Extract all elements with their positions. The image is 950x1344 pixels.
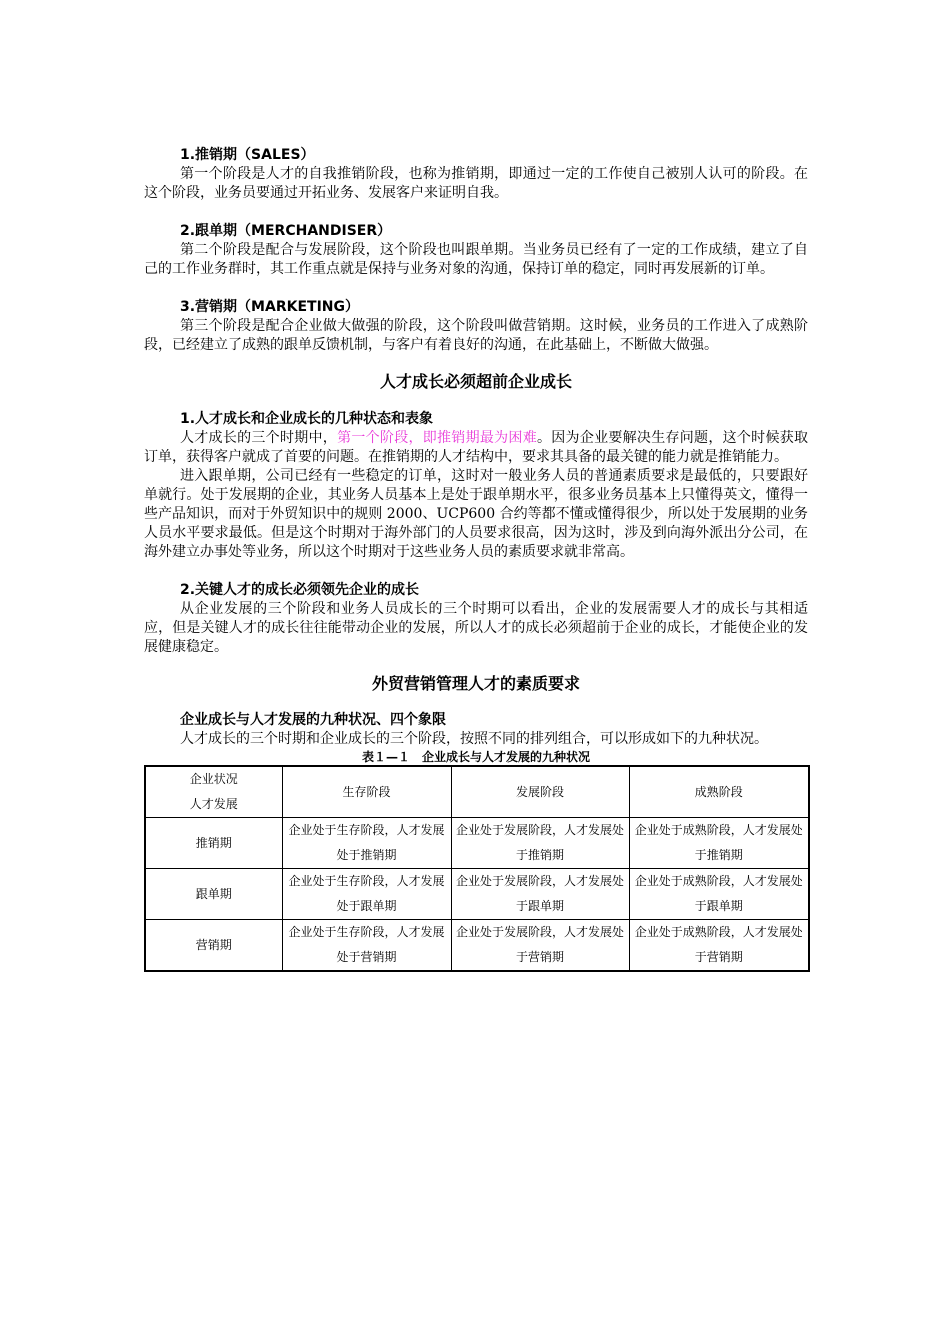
table-cell: 企业处于生存阶段，人才发展处于跟单期 bbox=[282, 869, 451, 920]
row-header: 营销期 bbox=[145, 920, 282, 972]
paragraph-three-periods bbox=[144, 429, 808, 467]
paragraph-merchandiser: 第二个阶段是配合与发展阶段，这个阶段也叫跟单期。当业务员已经有了一定的工作成绩，建立了自己的工作业务群时，其工作重点就是保持与业务对象的沟通，保持订单的稳定，同时再发展新的订单。 bbox=[144, 242, 808, 277]
heading-states: 1.人才成长和企业成长的几种状态和表象 bbox=[180, 411, 434, 427]
corner-bottom-label: 人才发展 bbox=[189, 797, 238, 811]
paragraph-marketing: 第三个阶段是配合企业做大做强的阶段，这个阶段叫做营销期。这时候，业务员的工作进入了成熟阶段，已经建立了成熟的跟单反馈机制，与客户有着良好的沟通，在此基础上，不断做大做强。 bbox=[144, 318, 808, 353]
table-cell: 企业处于成熟阶段，人才发展处于跟单期 bbox=[629, 869, 809, 920]
table-caption: 表１—１ 企业成长与人才发展的九种状况 bbox=[361, 750, 590, 764]
paragraph-three-periods-post: 。因为企业要解决生存问题，这个时候获取订单，获得客户就成了首要的问题。在推销期的人才结构中，要求其具备的最关键的能力就是推销能力。 bbox=[144, 430, 809, 465]
table-row bbox=[145, 869, 809, 920]
column-header: 生存阶段 bbox=[282, 766, 451, 818]
highlight-text: 第一个阶段，即推销期最为困难 bbox=[337, 430, 537, 446]
nine-situations-table bbox=[144, 765, 810, 972]
heading-nine-situations: 企业成长与人才发展的九种状况、四个象限 bbox=[180, 712, 446, 728]
heading-marketing: 3.营销期（MARKETING） bbox=[180, 299, 359, 315]
table-header-row bbox=[145, 766, 809, 818]
heading-key-talent: 2.关键人才的成长必须领先企业的成长 bbox=[180, 582, 420, 598]
section-title-talent-growth: 人才成长必须超前企业成长 bbox=[379, 372, 572, 391]
row-header: 推销期 bbox=[145, 818, 282, 869]
paragraph-nine-situations: 人才成长的三个时期和企业成长的三个阶段，按照不同的排列组合，可以形成如下的九种状况。 bbox=[180, 731, 768, 747]
table-corner-cell bbox=[145, 766, 282, 818]
row-header: 跟单期 bbox=[145, 869, 282, 920]
table-cell: 企业处于生存阶段，人才发展处于推销期 bbox=[282, 818, 451, 869]
table-cell: 企业处于发展阶段，人才发展处于营销期 bbox=[451, 920, 629, 972]
heading-merchandiser: 2.跟单期（MERCHANDISER） bbox=[180, 223, 392, 239]
paragraph-merchandise-period: 进入跟单期，公司已经有一些稳定的订单，这时对一般业务人员的普通素质要求是最低的，只要跟好单就行。处于发展期的企业，其业务人员基本上是处于跟单期水平，很多业务员基本上只懂得英文，懂得一些产品知识，而对于外贸知识中的规则 2000、UCP600 合约等都不懂或懂得很少，所以处于发展期的业务人员水平要求最低。但是这个时期对于海外部门的人员要求很高，因为这时，涉及到向海外派出分公司，在海外建立办事处等业务，所以这个时期对于这些业务人员的素质要求就非常高。 bbox=[144, 468, 808, 560]
document-content bbox=[144, 146, 808, 972]
table-cell: 企业处于成熟阶段，人才发展处于营销期 bbox=[629, 920, 809, 972]
table-cell: 企业处于发展阶段，人才发展处于推销期 bbox=[451, 818, 629, 869]
column-header: 成熟阶段 bbox=[629, 766, 809, 818]
paragraph-key-talent: 从企业发展的三个阶段和业务人员成长的三个时期可以看出，企业的发展需要人才的成长与其相适应，但是关键人才的成长往往能带动企业的发展，所以人才的成长必须超前于企业的成长，才能使企业的发展健康稳定。 bbox=[144, 601, 808, 655]
heading-sales: 1.推销期（SALES） bbox=[180, 147, 315, 163]
column-header: 发展阶段 bbox=[451, 766, 629, 818]
table-row bbox=[145, 818, 809, 869]
corner-top-label: 企业状况 bbox=[189, 772, 238, 786]
paragraph-sales: 第一个阶段是人才的自我推销阶段，也称为推销期，即通过一定的工作使自己被别人认可的阶段。在这个阶段，业务员要通过开拓业务、发展客户来证明自我。 bbox=[144, 166, 808, 201]
table-cell: 企业处于成熟阶段，人才发展处于推销期 bbox=[629, 818, 809, 869]
paragraph-three-periods-pre: 人才成长的三个时期中， bbox=[180, 430, 338, 446]
section-title-quality-requirements: 外贸营销管理人才的素质要求 bbox=[371, 674, 580, 693]
table-row bbox=[145, 920, 809, 972]
table-cell: 企业处于生存阶段，人才发展处于营销期 bbox=[282, 920, 451, 972]
table-cell: 企业处于发展阶段，人才发展处于跟单期 bbox=[451, 869, 629, 920]
